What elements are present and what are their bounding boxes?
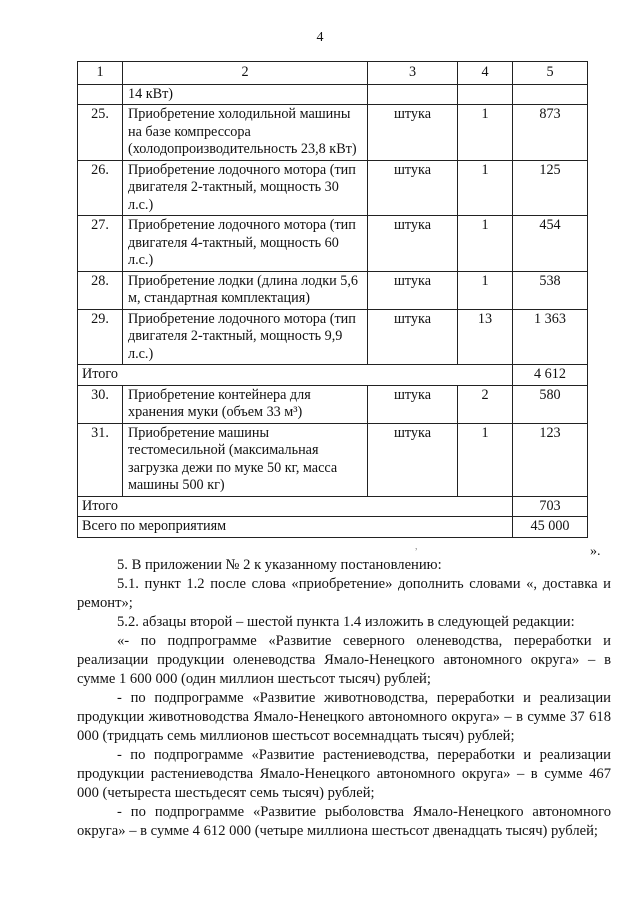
row-quantity: 13 [458, 309, 513, 365]
row-name: Приобретение машины тестомесильной (максимальная загрузка дежи по муке 50 кг, масса машины 500 кг) [123, 423, 368, 496]
table-row [78, 160, 588, 216]
row-sum: 123 [513, 423, 588, 496]
row-quantity: 1 [458, 105, 513, 161]
closing-quote: ». [590, 544, 601, 559]
column-header: 3 [368, 62, 458, 85]
table-row [78, 385, 588, 423]
scan-mark: , [415, 541, 418, 552]
row-name: Приобретение лодочного мотора (тип двигателя 2-тактный, мощность 30 л.с.) [123, 160, 368, 216]
row-unit: штука [368, 423, 458, 496]
row-unit: штука [368, 105, 458, 161]
body-text [77, 556, 611, 841]
total-row [78, 517, 588, 538]
paragraph: «- по подпрограмме «Развитие северного оленеводства, переработки и реализации продукции оленеводства Ямало-Ненецкого автономного округа» – в сумме 1 600 000 (один миллион шестьсот тысяч) рублей; [77, 633, 611, 687]
paragraph: 5. В приложении № 2 к указанному постановлению: [117, 557, 442, 573]
total-row [78, 365, 588, 386]
row-unit: штука [368, 160, 458, 216]
total-row [78, 496, 588, 517]
table-header-row [78, 62, 588, 85]
row-number: 28. [78, 271, 123, 309]
row-number: 31. [78, 423, 123, 496]
row-sum: 580 [513, 385, 588, 423]
total-label: Всего по мероприятиям [78, 517, 513, 538]
row-quantity: 2 [458, 385, 513, 423]
paragraph: 5.2. абзацы второй – шестой пункта 1.4 изложить в следующей редакции: [117, 614, 575, 630]
row-unit: штука [368, 271, 458, 309]
row-quantity: 1 [458, 160, 513, 216]
expenses-table [77, 61, 588, 538]
row-quantity [458, 84, 513, 105]
table-body [78, 84, 588, 537]
row-sum: 1 363 [513, 309, 588, 365]
row-quantity: 1 [458, 423, 513, 496]
row-name: Приобретение лодки (длина лодки 5,6 м, стандартная комплектация) [123, 271, 368, 309]
table-row [78, 84, 588, 105]
row-quantity: 1 [458, 271, 513, 309]
total-sum: 4 612 [513, 365, 588, 386]
column-header: 5 [513, 62, 588, 85]
row-number: 25. [78, 105, 123, 161]
row-quantity: 1 [458, 216, 513, 272]
total-label: Итого [78, 496, 513, 517]
row-name: Приобретение лодочного мотора (тип двигателя 2-тактный, мощность 9,9 л.с.) [123, 309, 368, 365]
row-number: 29. [78, 309, 123, 365]
row-name: Приобретение холодильной машины на базе компрессора (холодопроизводительность 23,8 кВт) [123, 105, 368, 161]
row-number: 30. [78, 385, 123, 423]
row-number: 26. [78, 160, 123, 216]
column-header: 2 [123, 62, 368, 85]
row-unit [368, 84, 458, 105]
table-row [78, 105, 588, 161]
paragraph: - по подпрограмме «Развитие рыболовства Ямало-Ненецкого автономного округа» – в сумме 4 612 000 (четыре миллиона шестьсот двенадцать тысяч) рублей; [77, 804, 611, 839]
row-name: 14 кВт) [123, 84, 368, 105]
paragraph: - по подпрограмме «Развитие растениеводства, переработки и реализации продукции растениеводства Ямало-Ненецкого автономного округа» – в сумме 467 000 (четыреста шестьдесят семь тысяч) рублей; [77, 747, 611, 801]
table-row [78, 423, 588, 496]
row-sum: 125 [513, 160, 588, 216]
row-sum [513, 84, 588, 105]
row-number [78, 84, 123, 105]
table-row [78, 216, 588, 272]
total-sum: 45 000 [513, 517, 588, 538]
total-label: Итого [78, 365, 513, 386]
table-row [78, 271, 588, 309]
total-sum: 703 [513, 496, 588, 517]
row-unit: штука [368, 216, 458, 272]
table-row [78, 309, 588, 365]
row-sum: 873 [513, 105, 588, 161]
page-number: 4 [316, 30, 324, 45]
row-sum: 454 [513, 216, 588, 272]
column-header: 1 [78, 62, 123, 85]
paragraph: 5.1. пункт 1.2 после слова «приобретение» дополнить словами «, доставка и ремонт»; [77, 576, 611, 611]
row-sum: 538 [513, 271, 588, 309]
row-number: 27. [78, 216, 123, 272]
column-header: 4 [458, 62, 513, 85]
row-unit: штука [368, 309, 458, 365]
paragraph: - по подпрограмме «Развитие животноводства, переработки и реализации продукции животноводства Ямало-Ненецкого автономного округа» – в сумме 37 618 000 (тридцать семь миллионов шестьсот восемнадцать тысяч) рублей; [77, 690, 611, 744]
row-name: Приобретение лодочного мотора (тип двигателя 4-тактный, мощность 60 л.с.) [123, 216, 368, 272]
row-name: Приобретение контейнера для хранения муки (объем 33 м³) [123, 385, 368, 423]
row-unit: штука [368, 385, 458, 423]
